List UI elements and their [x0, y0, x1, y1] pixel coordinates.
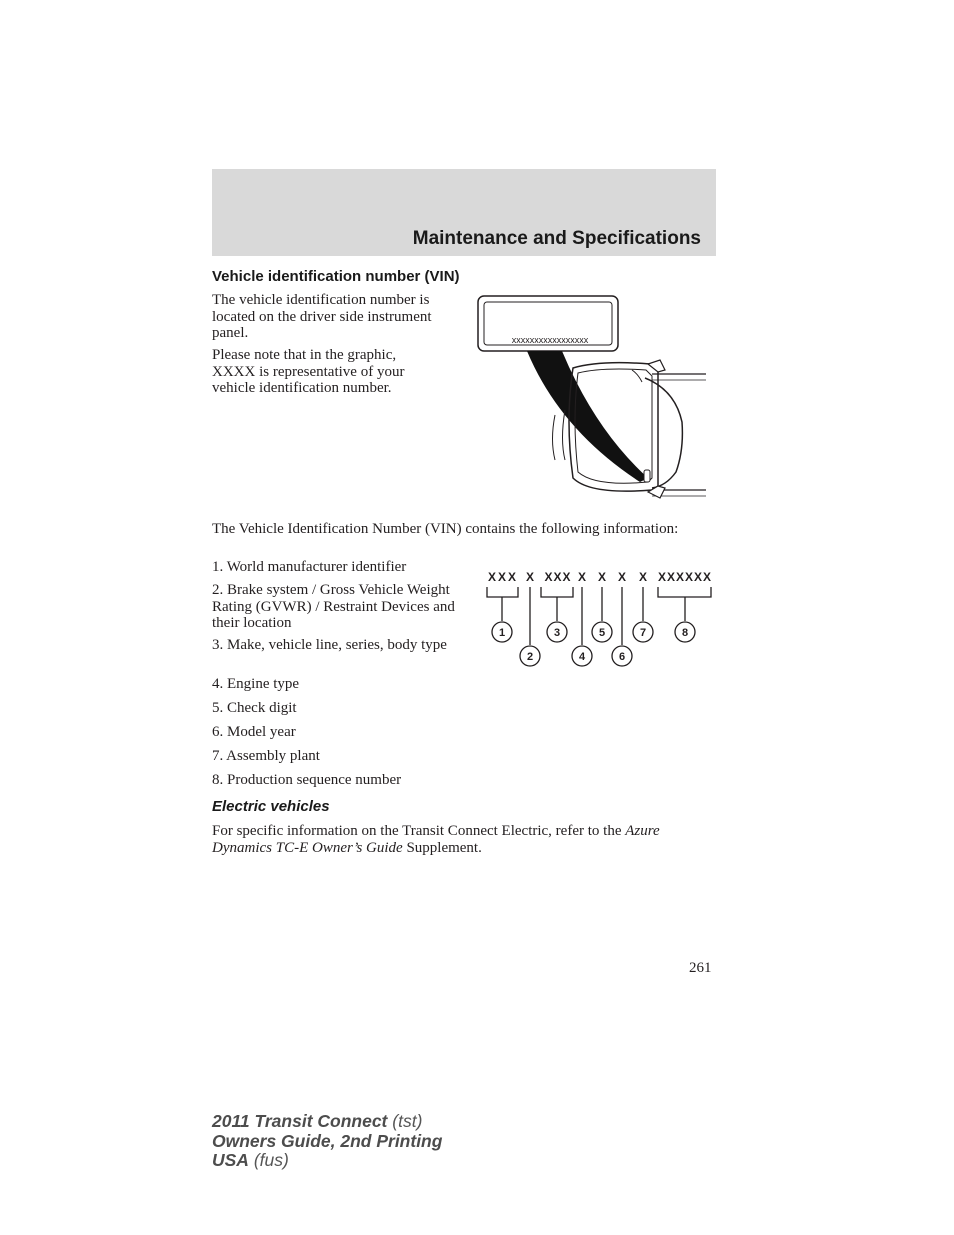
- list-item: 8. Production sequence number: [212, 772, 402, 788]
- electric-text-before: For specific information on the Transit Connect Electric, refer to the: [212, 823, 622, 839]
- vin-callout: 7: [639, 627, 647, 639]
- list-item: 3. Make, vehicle line, series, body type: [212, 637, 447, 653]
- vin-callout: 3: [553, 627, 561, 639]
- list-item: 1. World manufacturer identifier: [212, 559, 407, 575]
- vin-heading: Vehicle identification number (VIN): [212, 268, 460, 285]
- vin-callout: 4: [578, 651, 586, 663]
- vin-segment: XXXXXX: [657, 570, 713, 584]
- vin-callout: 8: [681, 627, 689, 639]
- vin-intro-text: The Vehicle Identification Number (VIN) contains the following information:: [212, 521, 679, 537]
- vin-segment: XXX: [544, 570, 572, 584]
- vin-callout: 1: [498, 627, 506, 639]
- electric-vehicles-text: [212, 823, 712, 856]
- vin-segment: XXX: [487, 570, 519, 584]
- vin-breakdown-diagram: [484, 566, 716, 670]
- footer-market: USA: [212, 1150, 249, 1170]
- vin-segment: X: [638, 570, 648, 584]
- vin-callout: 6: [618, 651, 626, 663]
- page-title: Maintenance and Specifications: [412, 228, 701, 249]
- footer-model-code: (tst): [392, 1111, 423, 1131]
- guide-title: Azure Dynamics TC-E Owner’s Guide: [212, 823, 660, 856]
- footer-printing: Owners Guide, 2nd Printing: [212, 1130, 443, 1151]
- list-item: 7. Assembly plant: [212, 748, 320, 764]
- vin-location-text: The vehicle identification number is located on the driver side instrument panel.: [212, 292, 432, 341]
- list-item: 5. Check digit: [212, 700, 297, 716]
- list-item: 4. Engine type: [212, 676, 300, 692]
- vin-segment: X: [597, 570, 607, 584]
- page-number: 261: [689, 960, 712, 976]
- vin-location-illustration: [470, 290, 715, 508]
- electric-vehicles-heading: Electric vehicles: [212, 798, 330, 815]
- electric-text-after: Supplement.: [406, 839, 482, 856]
- vin-note-text: Please note that in the graphic, XXXX is representative of your vehicle identification number.: [212, 347, 405, 396]
- vin-segment: X: [577, 570, 587, 584]
- footer-market-code: (fus): [253, 1150, 289, 1170]
- footer-imprint: [212, 1112, 442, 1171]
- vin-plate-text: xxxxxxxxxxxxxxxxx: [511, 335, 589, 345]
- list-item: 2. Brake system / Gross Vehicle Weight Rating (GVWR) / Restraint Devices and their location: [212, 582, 455, 631]
- vin-segment: X: [617, 570, 627, 584]
- vin-callout: 2: [526, 651, 534, 663]
- footer-model: 2011 Transit Connect: [212, 1111, 388, 1131]
- vin-segment: X: [525, 570, 535, 584]
- list-item: 6. Model year: [212, 724, 296, 740]
- vin-callout: 5: [598, 627, 606, 639]
- header-band: [212, 169, 716, 256]
